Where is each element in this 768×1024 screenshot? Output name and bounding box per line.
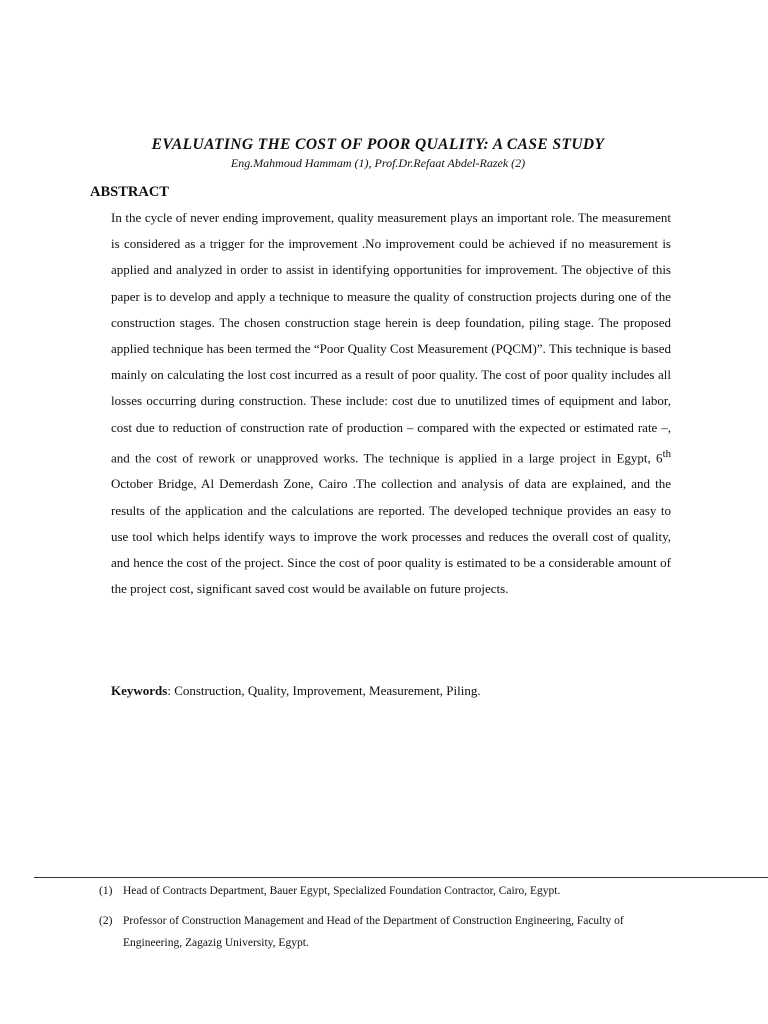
paper-title: EVALUATING THE COST OF POOR QUALITY: A CASE STUDY: [151, 136, 605, 153]
keywords-list: : Construction, Quality, Improvement, Measurement, Piling.: [167, 683, 481, 698]
abstract-text-part-2: October Bridge, Al Demerdash Zone, Cairo .The collection and analysis of data are explained, and the results of the application and the calculations are reported. The developed technique provides an easy to use tool which helps identify ways to improve the work processes and reduces the overall cost of quality, and hence the cost of the project. Since the cost of poor quality is estimated to be a considerable amount of the project cost, significant saved cost would be available on future projects.: [111, 476, 671, 597]
abstract-superscript: th: [662, 447, 671, 460]
abstract-text-part-1: In the cycle of never ending improvement, quality measurement plays an important role. The measurement is considered as a trigger for the improvement .No improvement could be achieved if no measurement is applied and analyzed in order to assist in identifying opportunities for improvement. The objective of this paper is to develop and apply a technique to measure the quality of construction projects during one of the construction stages. The chosen construction stage herein is deep foundation, piling stage. The proposed applied technique has been termed the “Poor Quality Cost Measurement (PQCM)”. This technique is based mainly on calculating the lost cost incurred as a result of poor quality. The cost of poor quality includes all losses occurring during construction. These include: cost due to unutilized times of equipment and labor, cost due to reduction of construction rate of production – compared with the expected or estimated rate –, and the cost of rework or unapproved works. The technique is applied in a large project in Egypt, 6: [111, 210, 671, 466]
abstract-paragraph: [111, 205, 671, 602]
abstract-heading: ABSTRACT: [90, 184, 169, 200]
footnote-1: [99, 880, 679, 902]
footnote-2-marker: (2): [99, 915, 113, 927]
footnote-1-marker: (1): [99, 885, 113, 897]
paper-authors: Eng.Mahmoud Hammam (1), Prof.Dr.Refaat Abdel-Razek (2): [230, 156, 526, 170]
keywords-line: [111, 683, 671, 699]
footnote-2-text: Professor of Construction Management and Head of the Department of Construction Engineering, Faculty of Engineering, Zagazig University, Egypt.: [123, 915, 624, 949]
footnote-2: [99, 910, 679, 954]
keywords-label: Keywords: [111, 683, 168, 698]
footnote-1-text: Head of Contracts Department, Bauer Egypt, Specialized Foundation Contractor, Cairo, Egypt.: [123, 885, 561, 897]
footnote-separator: [34, 877, 768, 878]
